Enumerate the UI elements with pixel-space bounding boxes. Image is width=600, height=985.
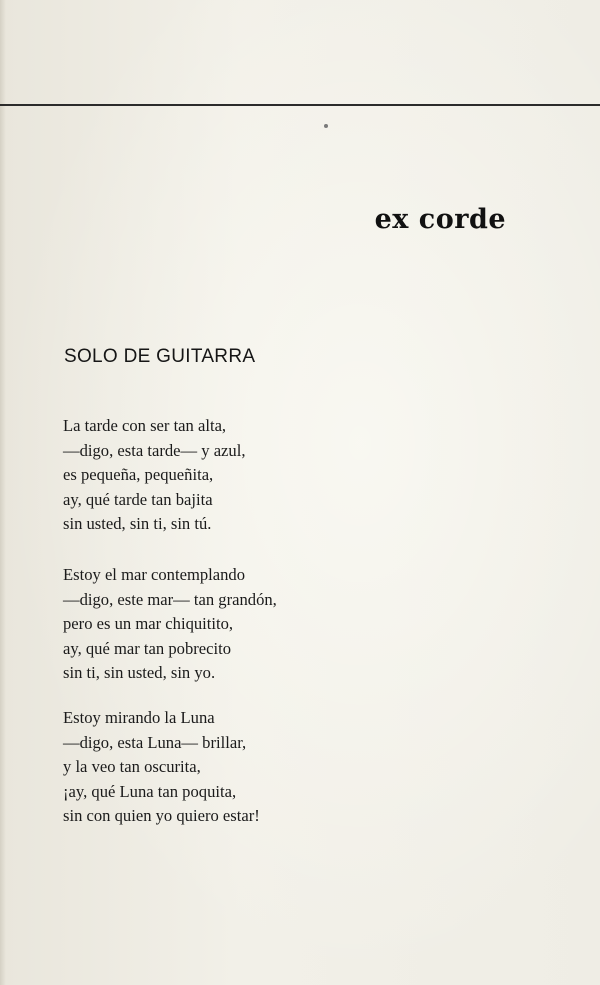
poem-line: —digo, este mar— tan grandón, — [63, 589, 277, 609]
poem-line: Estoy mirando la Luna — [63, 708, 215, 727]
poem-line: y la veo tan oscurita, — [63, 757, 201, 776]
poem-title: SOLO DE GUITARRA — [64, 346, 256, 367]
poem-stanza-1 — [63, 414, 245, 537]
poem-stanza-2 — [63, 563, 277, 686]
poem-line: pero es un mar chiquitito, — [63, 614, 234, 633]
page-gutter-shadow — [0, 0, 6, 985]
poem-line: sin ti, sin usted, sin yo. — [63, 663, 216, 682]
poem-line: La tarde con ser tan alta, — [63, 416, 227, 435]
poem-line: Estoy el mar contemplando — [63, 565, 246, 584]
poem-line: ¡ay, qué Luna tan poquita, — [63, 781, 237, 801]
section-title: ex corde — [374, 204, 506, 235]
poem-line: es pequeña, pequeñita, — [63, 465, 214, 484]
ink-speck — [324, 124, 328, 128]
poem-line: ay, qué mar tan pobrecito — [63, 638, 232, 658]
poem-stanza-3 — [63, 706, 260, 829]
poem-line: —digo, esta tarde— y azul, — [63, 440, 246, 460]
poem-line: sin usted, sin ti, sin tú. — [63, 514, 212, 533]
poem-line: ay, qué tarde tan bajita — [63, 489, 213, 509]
poem-line: sin con quien yo quiero estar! — [63, 806, 260, 825]
poem-line: —digo, esta Luna— brillar, — [63, 732, 247, 752]
header-rule — [0, 104, 600, 106]
